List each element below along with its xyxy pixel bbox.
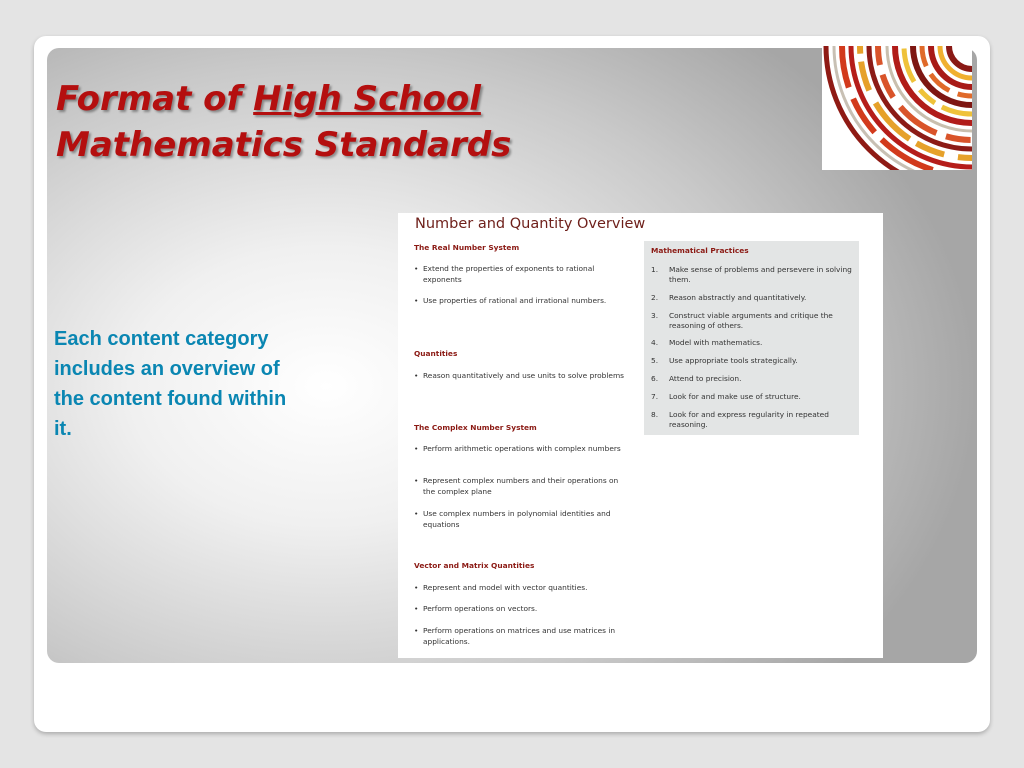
bullet-item: • Use properties of rational and irrational numbers. (414, 295, 632, 306)
document-title: Number and Quantity Overview (415, 216, 646, 232)
practice-item (651, 410, 856, 430)
concentric-arcs-logo-icon (822, 46, 972, 170)
bullet-item: • Perform operations on matrices and use matrices in applications. (414, 625, 632, 647)
overview-document-image (398, 213, 883, 658)
practice-item (651, 338, 856, 348)
practice-item (651, 392, 856, 402)
practice-number: 1. (651, 265, 659, 274)
practice-text: Attend to precision. (669, 374, 742, 383)
practice-item (651, 374, 856, 384)
practice-text: Look for and express regularity in repeated reasoning. (669, 410, 829, 429)
practice-text: Model with mathematics. (669, 338, 763, 347)
practice-text: Reason abstractly and quantitatively. (669, 293, 807, 302)
section-heading: The Complex Number System (414, 423, 537, 432)
practice-number: 7. (651, 392, 659, 401)
slide-title (56, 76, 511, 168)
section-heading: Quantities (414, 349, 458, 358)
practice-text: Make sense of problems and persevere in solving them. (669, 265, 852, 284)
section-heading: Vector and Matrix Quantities (414, 561, 535, 570)
practice-number: 6. (651, 374, 659, 383)
title-underlined: High School (253, 79, 481, 119)
practice-item (651, 265, 856, 285)
bullet-item: • Represent and model with vector quantities. (414, 582, 632, 593)
practice-number: 5. (651, 356, 659, 365)
practice-number: 2. (651, 293, 659, 302)
bullet-item: • Perform arithmetic operations with complex numbers (414, 443, 632, 454)
practice-number: 8. (651, 410, 659, 419)
title-line-2: Mathematics Standards (56, 125, 512, 165)
practice-text: Look for and make use of structure. (669, 392, 801, 401)
practice-text: Use appropriate tools strategically. (669, 356, 798, 365)
arcs-logo-graphic (822, 46, 972, 170)
bullet-item: • Reason quantitatively and use units to solve problems (414, 370, 632, 381)
practices-heading: Mathematical Practices (651, 246, 749, 255)
bullet-item: • Extend the properties of exponents to rational exponents (414, 263, 632, 285)
body-text: Each content category includes an overview of the content found within it. (54, 328, 287, 440)
section-heading: The Real Number System (414, 243, 520, 252)
practice-item (651, 293, 856, 303)
practice-item (651, 311, 856, 331)
mathematical-practices-box (644, 241, 859, 435)
practice-item (651, 356, 856, 366)
practice-number: 4. (651, 338, 659, 347)
bullet-item: • Use complex numbers in polynomial identities and equations (414, 508, 632, 530)
bullet-item: • Represent complex numbers and their operations on the complex plane (414, 475, 632, 497)
practice-text: Construct viable arguments and critique the reasoning of others. (669, 311, 833, 330)
bullet-item: • Perform operations on vectors. (414, 603, 632, 614)
practice-number: 3. (651, 311, 659, 320)
title-prefix: Format of (56, 79, 254, 119)
